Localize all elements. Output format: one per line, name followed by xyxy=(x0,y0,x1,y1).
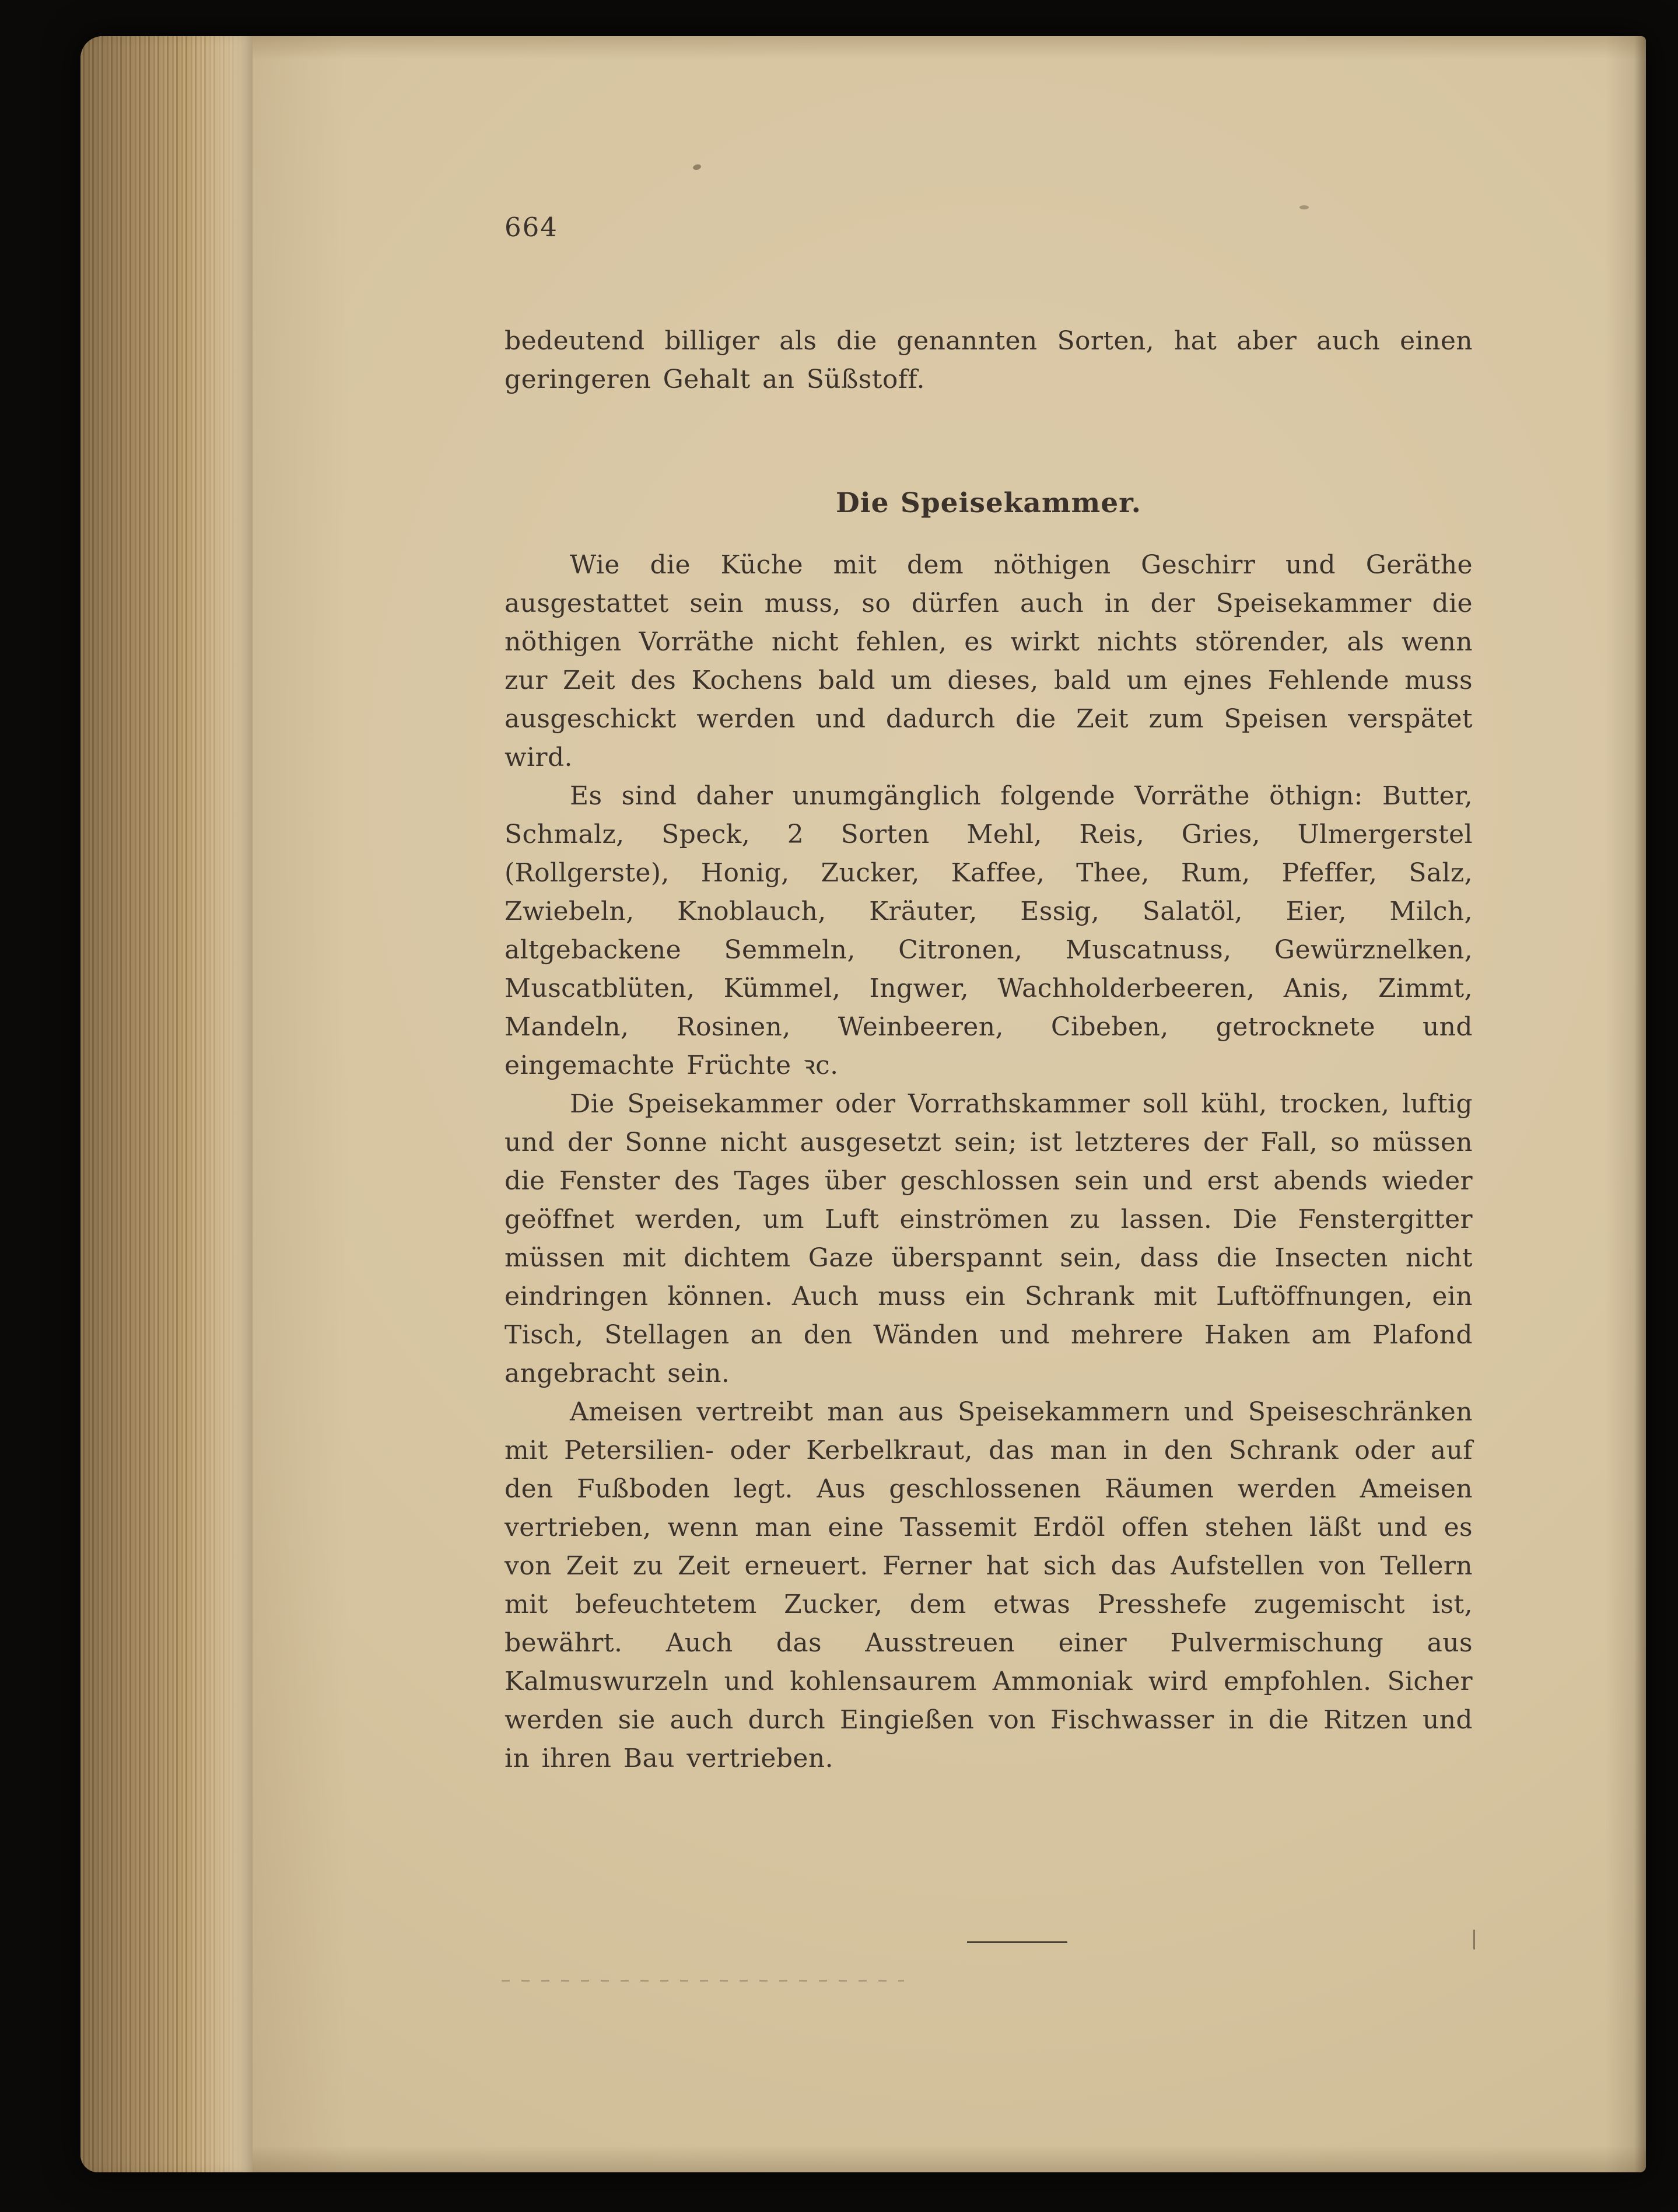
scan-speck xyxy=(692,163,702,170)
scan-artifact-tick xyxy=(1473,1930,1475,1950)
book-page xyxy=(80,36,1646,2172)
paragraph: Ameisen vertreibt man aus Speisekammern und Speiseschränken mit Petersilien- oder Kerbelkraut, das man in den Schrank oder auf den Fußboden legt. Aus geschlossenen Räumen werden Ameisen vertrieben, wenn man eine Tassemit Erdöl offen stehen läßt und es von Zeit zu Zeit erneuert. Ferner hat sich das Aufstellen von Tellern mit befeuchtetem Zucker, dem etwas Presshefe zugemischt ist, bewährt. Auch das Ausstreuen einer Pulvermischung aus Kalmuswurzeln und kohlensaurem Ammoniak wird empfohlen. Sicher werden sie auch durch Eingießen von Fischwasser in die Ritzen und in ihren Bau vertrieben. xyxy=(505,1397,1473,1773)
page-content xyxy=(505,211,1473,1778)
paragraph: Die Speisekammer oder Vorrathskammer soll kühl, trocken, luftig und der Sonne nicht ausgesetzt sein; ist letzteres der Fall, so müssen die Fenster des Tages über geschlossen sein und erst abends wieder geöffnet werden, um Luft einströmen zu lassen. Die Fenstergitter müssen mit dichtem Gaze überspannt sein, dass die Insecten nicht eindringen können. Auch muss ein Schrank mit Luftöffnungen, ein Tisch, Stellagen an den Wänden und mehrere Haken am Plafond angebracht sein. xyxy=(505,1089,1473,1388)
book-page-edges xyxy=(80,36,253,2172)
page-number: 664 xyxy=(505,212,558,243)
scan-artifact-dashes xyxy=(502,1980,904,1982)
paragraph: Wie die Küche mit dem nöthigen Geschirr und Geräthe ausgestattet sein muss, so dürfen auch in der Speisekammer die nöthigen Vorräthe nicht fehlen, es wirkt nichts störender, als wenn zur Zeit des Kochens bald um dieses, bald um ejnes Fehlende muss ausgeschickt werden und dadurch die Zeit zum Speisen verspätet wird. xyxy=(505,550,1473,772)
section-divider xyxy=(967,1941,1067,1943)
paragraph-continuation: bedeutend billiger als die genannten Sorten, hat aber auch einen geringeren Gehalt an Süßstoff. xyxy=(505,326,1473,394)
scan-speck xyxy=(1299,205,1309,209)
paragraph: Es sind daher unumgänglich folgende Vorräthe öthign: Butter, Schmalz, Speck, 2 Sorten Mehl, Reis, Gries, Ulmergerstel (Rollgerste), Honig, Zucker, Kaffee, Thee, Rum, Pfeffer, Salz, Zwiebeln, Knoblauch, Kräuter, Essig, Salatöl, Eier, Milch, altgebackene Semmeln, Citronen, Muscatnuss, Gewürznelken, Muscatblüten, Kümmel, Ingwer, Wachholderbeeren, Anis, Zimmt, Mandeln, Rosinen, Weinbeeren, Cibeben, getrocknete und eingemachte Früchte ꝛc. xyxy=(505,781,1473,1080)
section-heading: Die Speisekammer. xyxy=(836,487,1141,519)
